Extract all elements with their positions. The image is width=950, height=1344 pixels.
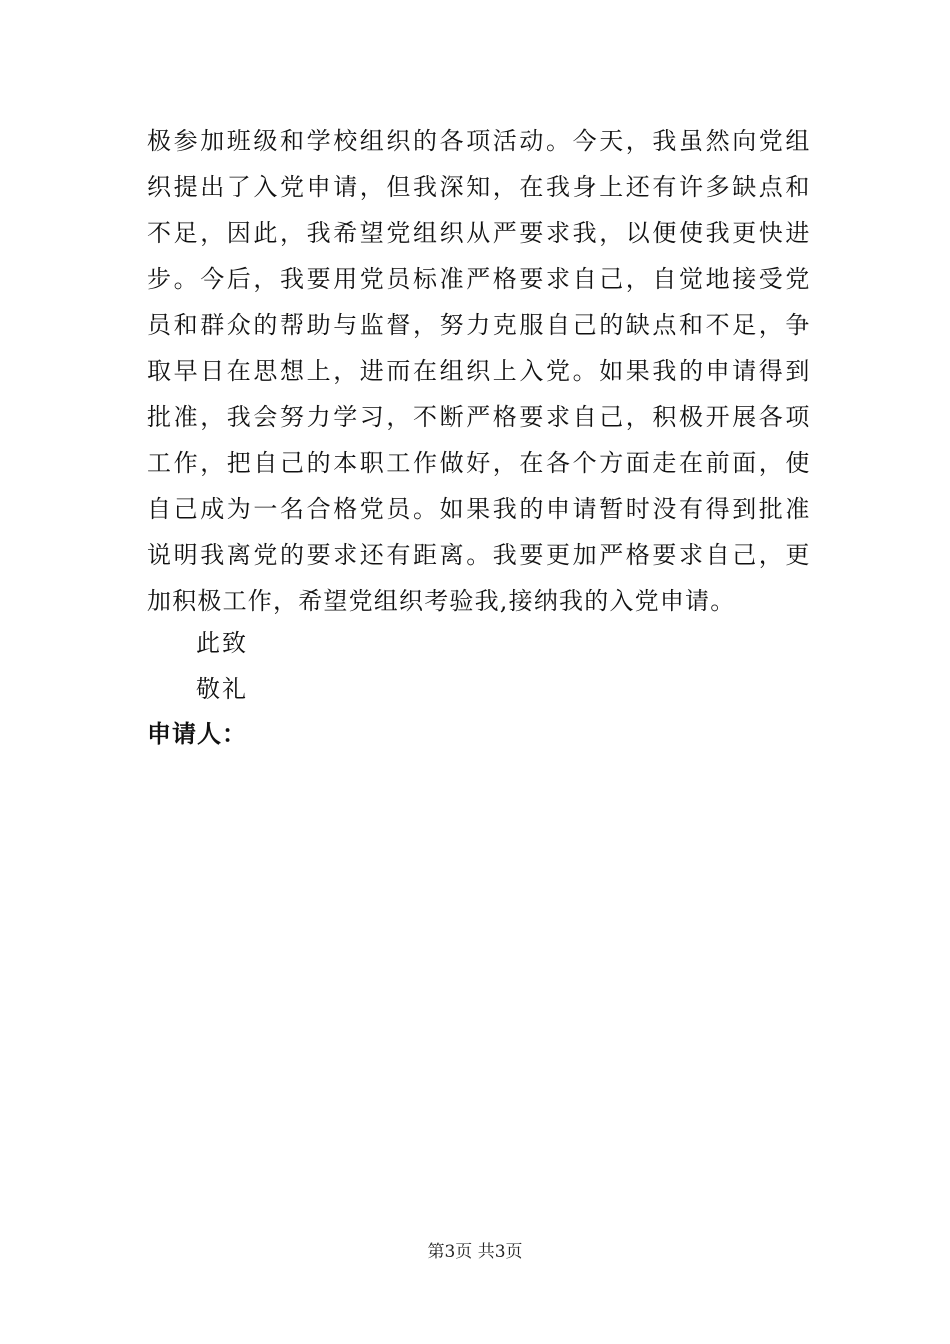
body-line: 不足，因此，我希望党组织从严要求我，以便使我更快进 (147, 219, 812, 247)
body-line: 步。今后，我要用党员标准严格要求自己，自觉地接受党 (147, 265, 812, 293)
body-line: 自己成为一名合格党员。如果我的申请暂时没有得到批准 (147, 495, 812, 523)
body-line: 取早日在思想上，进而在组织上入党。如果我的申请得到 (147, 357, 812, 385)
body-line: 织提出了入党申请，但我深知，在我身上还有许多缺点和 (147, 173, 812, 201)
letter-body (147, 118, 812, 624)
body-line: 工作，把自己的本职工作做好，在各个方面走在前面，使 (147, 449, 812, 477)
closing-regards: 敬礼 (196, 675, 248, 703)
body-line: 加积极工作，希望党组织考验我,接纳我的入党申请。 (147, 587, 736, 615)
body-line: 员和群众的帮助与监督，努力克服自己的缺点和不足，争 (147, 311, 812, 339)
applicant-label: 申请人： (147, 720, 247, 748)
body-line: 批准，我会努力学习，不断严格要求自己，积极开展各项 (147, 403, 812, 431)
page-footer: 第3页 共3页 (427, 1242, 523, 1262)
closing-salutation: 此致 (196, 629, 248, 657)
body-line: 说明我离党的要求还有距离。我要更加严格要求自己，更 (147, 541, 812, 569)
body-line: 极参加班级和学校组织的各项活动。今天，我虽然向党组 (147, 127, 812, 155)
